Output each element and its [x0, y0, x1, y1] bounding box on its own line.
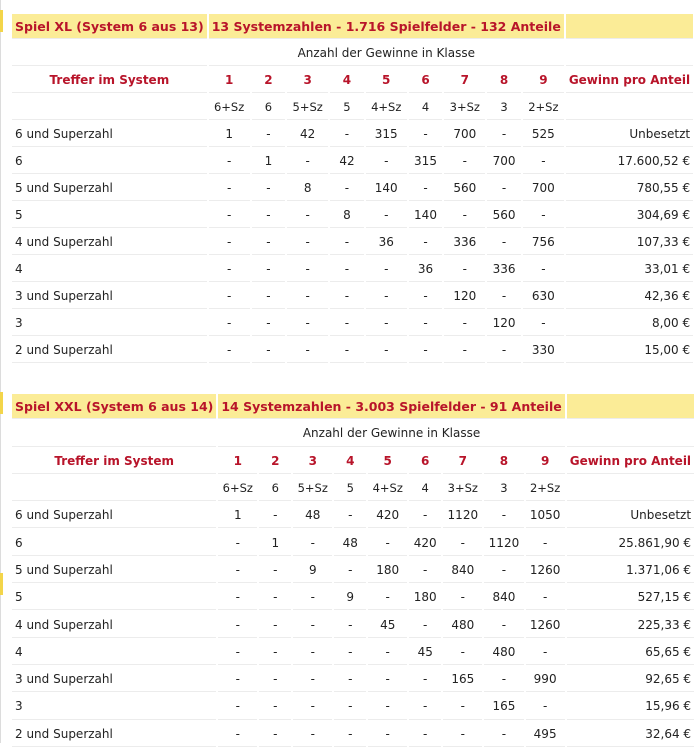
- cell: 48: [293, 503, 332, 528]
- class-header: 3: [287, 68, 328, 93]
- cell: -: [209, 338, 250, 363]
- section-marker-xl: [0, 10, 3, 32]
- class-header: 2: [252, 68, 286, 93]
- gewinn-value: 25.861,90 €: [567, 530, 694, 555]
- class-name: 3+Sz: [443, 476, 482, 501]
- cell: -: [526, 585, 565, 610]
- cell: -: [252, 230, 286, 255]
- table-row: [12, 338, 693, 363]
- class-header: 1: [218, 449, 257, 474]
- cell: 120: [487, 311, 521, 336]
- cell: 1260: [526, 612, 565, 637]
- cell: 990: [526, 667, 565, 692]
- cell: -: [293, 694, 332, 719]
- row-label: 4: [12, 640, 216, 665]
- cell: 420: [368, 503, 407, 528]
- cell: 315: [366, 122, 407, 147]
- cell: -: [409, 311, 443, 336]
- cell: -: [366, 311, 407, 336]
- cell: -: [487, 284, 521, 309]
- gewinn-value: 527,15 €: [567, 585, 694, 610]
- cell: -: [409, 667, 441, 692]
- subheader-row: [12, 421, 694, 446]
- class-header: 6: [409, 449, 441, 474]
- cell: -: [293, 640, 332, 665]
- cell: 1260: [526, 558, 565, 583]
- cell: -: [368, 694, 407, 719]
- table-row: [12, 284, 693, 309]
- cell: 700: [523, 176, 564, 201]
- gewinn-value: 32,64 €: [567, 722, 694, 747]
- table-row: [12, 230, 693, 255]
- class-name: 4+Sz: [368, 476, 407, 501]
- gewinn-value: 42,36 €: [566, 284, 693, 309]
- table-row: [12, 694, 694, 719]
- cell: -: [443, 640, 482, 665]
- cell: -: [444, 203, 485, 228]
- class-name: 6+Sz: [209, 95, 250, 120]
- gewinn-value: 65,65 €: [567, 640, 694, 665]
- cell: -: [252, 284, 286, 309]
- cell: -: [443, 585, 482, 610]
- cell: -: [293, 612, 332, 637]
- table-row: [12, 122, 693, 147]
- class-name: 3+Sz: [444, 95, 485, 120]
- cell: -: [444, 149, 485, 174]
- subheader: Anzahl der Gewinne in Klasse: [209, 41, 564, 66]
- cell: -: [484, 612, 523, 637]
- cell: -: [366, 284, 407, 309]
- cell: 336: [487, 257, 521, 282]
- cell: 1120: [484, 530, 523, 555]
- cell: -: [409, 122, 443, 147]
- row-label: 4 und Superzahl: [12, 612, 216, 637]
- cell: -: [487, 230, 521, 255]
- cell: -: [409, 722, 441, 747]
- cell: 840: [484, 585, 523, 610]
- table-row: [12, 503, 694, 528]
- table-row: [12, 311, 693, 336]
- lotto-table-xxl: [10, 392, 696, 749]
- subheader-row: [12, 41, 693, 66]
- table-title-row: [12, 394, 694, 419]
- gewinn-value: 15,96 €: [567, 694, 694, 719]
- cell: -: [252, 257, 286, 282]
- class-header: 6: [409, 68, 443, 93]
- cell: -: [487, 176, 521, 201]
- col-header-gewinn: Gewinn pro Anteil: [566, 68, 693, 93]
- class-name: 5+Sz: [287, 95, 328, 120]
- cell: -: [252, 338, 286, 363]
- gewinn-value: 304,69 €: [566, 203, 693, 228]
- cell: -: [259, 585, 291, 610]
- class-header: 3: [293, 449, 332, 474]
- class-header: 9: [526, 449, 565, 474]
- cell: -: [287, 338, 328, 363]
- cell: -: [218, 585, 257, 610]
- class-names-row: [12, 476, 694, 501]
- cell: 840: [443, 558, 482, 583]
- header-row: [12, 449, 694, 474]
- subheader: Anzahl der Gewinne in Klasse: [218, 421, 564, 446]
- cell: -: [293, 585, 332, 610]
- table-row: [12, 257, 693, 282]
- cell: -: [218, 722, 257, 747]
- cell: 165: [484, 694, 523, 719]
- cell: -: [366, 257, 407, 282]
- cell: -: [293, 722, 332, 747]
- cell: -: [218, 558, 257, 583]
- cell: -: [526, 694, 565, 719]
- cell: -: [409, 230, 443, 255]
- cell: 700: [487, 149, 521, 174]
- cell: 36: [366, 230, 407, 255]
- table-row: [12, 585, 694, 610]
- cell: -: [443, 722, 482, 747]
- cell: -: [409, 558, 441, 583]
- class-header: 8: [484, 449, 523, 474]
- row-label: 3 und Superzahl: [12, 284, 207, 309]
- class-header: 5: [368, 449, 407, 474]
- cell: 330: [523, 338, 564, 363]
- cell: 420: [409, 530, 441, 555]
- row-label: 4: [12, 257, 207, 282]
- cell: -: [334, 640, 366, 665]
- class-name: 5: [334, 476, 366, 501]
- cell: 525: [523, 122, 564, 147]
- class-name: 3: [484, 476, 523, 501]
- row-label: 4 und Superzahl: [12, 230, 207, 255]
- cell: -: [366, 203, 407, 228]
- class-header: 8: [487, 68, 521, 93]
- cell: 8: [330, 203, 364, 228]
- cell: 480: [443, 612, 482, 637]
- cell: -: [334, 722, 366, 747]
- cell: 9: [293, 558, 332, 583]
- cell: -: [368, 667, 407, 692]
- cell: 560: [444, 176, 485, 201]
- class-name: 2+Sz: [523, 95, 564, 120]
- cell: -: [368, 722, 407, 747]
- cell: -: [523, 311, 564, 336]
- cell: -: [252, 203, 286, 228]
- cell: -: [287, 284, 328, 309]
- table-row: [12, 722, 694, 747]
- cell: 1: [259, 530, 291, 555]
- class-name: 5: [330, 95, 364, 120]
- cell: 120: [444, 284, 485, 309]
- cell: -: [293, 667, 332, 692]
- section-marker-xxl: [0, 392, 3, 414]
- cell: 9: [334, 585, 366, 610]
- cell: -: [334, 694, 366, 719]
- cell: 180: [409, 585, 441, 610]
- cell: -: [444, 311, 485, 336]
- class-header: 1: [209, 68, 250, 93]
- cell: -: [484, 503, 523, 528]
- cell: 8: [287, 176, 328, 201]
- gewinn-value: Unbesetzt: [567, 503, 694, 528]
- cell: -: [218, 694, 257, 719]
- table-title: Spiel XL (System 6 aus 13): [12, 14, 207, 39]
- cell: 315: [409, 149, 443, 174]
- gewinn-value: 15,00 €: [566, 338, 693, 363]
- class-name: 6: [259, 476, 291, 501]
- cell: -: [526, 530, 565, 555]
- cell: -: [287, 203, 328, 228]
- cell: -: [334, 503, 366, 528]
- cell: -: [484, 558, 523, 583]
- row-label: 3: [12, 694, 216, 719]
- cell: -: [252, 311, 286, 336]
- cell: -: [444, 257, 485, 282]
- cell: 180: [368, 558, 407, 583]
- cell: -: [330, 338, 364, 363]
- cell: -: [209, 176, 250, 201]
- cell: -: [218, 640, 257, 665]
- gewinn-value: 225,33 €: [567, 612, 694, 637]
- cell: -: [330, 284, 364, 309]
- class-name: 4+Sz: [366, 95, 407, 120]
- class-header: 7: [443, 449, 482, 474]
- cell: -: [523, 203, 564, 228]
- col-header-gewinn: Gewinn pro Anteil: [567, 449, 694, 474]
- class-name: 6+Sz: [218, 476, 257, 501]
- cell: -: [293, 530, 332, 555]
- row-label: 5: [12, 585, 216, 610]
- gewinn-value: 8,00 €: [566, 311, 693, 336]
- class-header: 4: [330, 68, 364, 93]
- class-header: 9: [523, 68, 564, 93]
- cell: -: [409, 612, 441, 637]
- cell: 480: [484, 640, 523, 665]
- cell: -: [366, 338, 407, 363]
- cell: -: [443, 694, 482, 719]
- cell: -: [259, 558, 291, 583]
- class-name: 3: [487, 95, 521, 120]
- cell: -: [334, 558, 366, 583]
- cell: -: [409, 284, 443, 309]
- class-header: 4: [334, 449, 366, 474]
- table-row: [12, 612, 694, 637]
- row-marker: [0, 573, 3, 595]
- cell: -: [368, 530, 407, 555]
- cell: -: [334, 667, 366, 692]
- cell: -: [259, 667, 291, 692]
- cell: -: [487, 122, 521, 147]
- row-label: 5 und Superzahl: [12, 176, 207, 201]
- cell: -: [409, 694, 441, 719]
- cell: 700: [444, 122, 485, 147]
- row-label: 3: [12, 311, 207, 336]
- cell: 45: [409, 640, 441, 665]
- cell: -: [252, 122, 286, 147]
- header-row: [12, 68, 693, 93]
- class-header: 5: [366, 68, 407, 93]
- cell: -: [259, 722, 291, 747]
- cell: -: [252, 176, 286, 201]
- cell: -: [209, 284, 250, 309]
- cell: -: [523, 149, 564, 174]
- cell: -: [334, 612, 366, 637]
- cell: -: [218, 667, 257, 692]
- cell: -: [287, 149, 328, 174]
- cell: -: [409, 503, 441, 528]
- row-label: 3 und Superzahl: [12, 667, 216, 692]
- gewinn-value: 17.600,52 €: [566, 149, 693, 174]
- class-name: 4: [409, 95, 443, 120]
- col-header-treffer: Treffer im System: [12, 68, 207, 93]
- cell: 42: [287, 122, 328, 147]
- class-header: 7: [444, 68, 485, 93]
- table-title: Spiel XXL (System 6 aus 14): [12, 394, 216, 419]
- gewinn-value: 780,55 €: [566, 176, 693, 201]
- class-header: 2: [259, 449, 291, 474]
- cell: 1: [218, 503, 257, 528]
- cell: 1120: [443, 503, 482, 528]
- cell: -: [259, 612, 291, 637]
- cell: -: [409, 338, 443, 363]
- cell: 1: [209, 122, 250, 147]
- cell: -: [484, 722, 523, 747]
- table-row: [12, 530, 694, 555]
- gewinn-value: 1.371,06 €: [567, 558, 694, 583]
- cell: 1050: [526, 503, 565, 528]
- cell: -: [330, 257, 364, 282]
- cell: -: [409, 176, 443, 201]
- cell: -: [287, 257, 328, 282]
- table-row: [12, 203, 693, 228]
- cell: -: [330, 311, 364, 336]
- cell: -: [330, 230, 364, 255]
- row-label: 6 und Superzahl: [12, 122, 207, 147]
- cell: -: [368, 585, 407, 610]
- cell: 560: [487, 203, 521, 228]
- cell: -: [218, 612, 257, 637]
- row-label: 2 und Superzahl: [12, 722, 216, 747]
- cell: -: [259, 503, 291, 528]
- col-header-treffer: Treffer im System: [12, 449, 216, 474]
- cell: 336: [444, 230, 485, 255]
- cell: 45: [368, 612, 407, 637]
- gewinn-value: 107,33 €: [566, 230, 693, 255]
- row-label: 6: [12, 149, 207, 174]
- table-info: 14 Systemzahlen - 3.003 Spielfelder - 91 Anteile: [218, 394, 564, 419]
- cell: 42: [330, 149, 364, 174]
- row-label: 6: [12, 530, 216, 555]
- lotto-table-xl: [10, 12, 695, 365]
- class-name: 2+Sz: [526, 476, 565, 501]
- cell: 36: [409, 257, 443, 282]
- cell: -: [526, 640, 565, 665]
- cell: -: [444, 338, 485, 363]
- table-title-row: [12, 14, 693, 39]
- cell: 756: [523, 230, 564, 255]
- cell: 48: [334, 530, 366, 555]
- cell: -: [209, 149, 250, 174]
- cell: -: [209, 257, 250, 282]
- cell: -: [209, 203, 250, 228]
- cell: -: [330, 176, 364, 201]
- page-left-border: [0, 0, 1, 743]
- cell: 495: [526, 722, 565, 747]
- class-name: 6: [252, 95, 286, 120]
- cell: -: [368, 640, 407, 665]
- table-row: [12, 176, 693, 201]
- cell: 630: [523, 284, 564, 309]
- cell: 140: [366, 176, 407, 201]
- cell: -: [487, 338, 521, 363]
- table-row: [12, 640, 694, 665]
- table-row: [12, 558, 694, 583]
- cell: -: [523, 257, 564, 282]
- cell: 1: [252, 149, 286, 174]
- table-row: [12, 667, 694, 692]
- cell: -: [287, 230, 328, 255]
- table-info: 13 Systemzahlen - 1.716 Spielfelder - 132 Anteile: [209, 14, 564, 39]
- class-names-row: [12, 95, 693, 120]
- class-name: 4: [409, 476, 441, 501]
- class-name: 5+Sz: [293, 476, 332, 501]
- cell: 140: [409, 203, 443, 228]
- row-label: 5 und Superzahl: [12, 558, 216, 583]
- cell: -: [218, 530, 257, 555]
- row-label: 2 und Superzahl: [12, 338, 207, 363]
- gewinn-value: 92,65 €: [567, 667, 694, 692]
- row-label: 6 und Superzahl: [12, 503, 216, 528]
- cell: -: [259, 694, 291, 719]
- gewinn-value: Unbesetzt: [566, 122, 693, 147]
- cell: -: [484, 667, 523, 692]
- cell: -: [209, 230, 250, 255]
- cell: -: [259, 640, 291, 665]
- table-row: [12, 149, 693, 174]
- cell: -: [330, 122, 364, 147]
- cell: 165: [443, 667, 482, 692]
- row-label: 5: [12, 203, 207, 228]
- cell: -: [287, 311, 328, 336]
- cell: -: [366, 149, 407, 174]
- cell: -: [443, 530, 482, 555]
- gewinn-value: 33,01 €: [566, 257, 693, 282]
- cell: -: [209, 311, 250, 336]
